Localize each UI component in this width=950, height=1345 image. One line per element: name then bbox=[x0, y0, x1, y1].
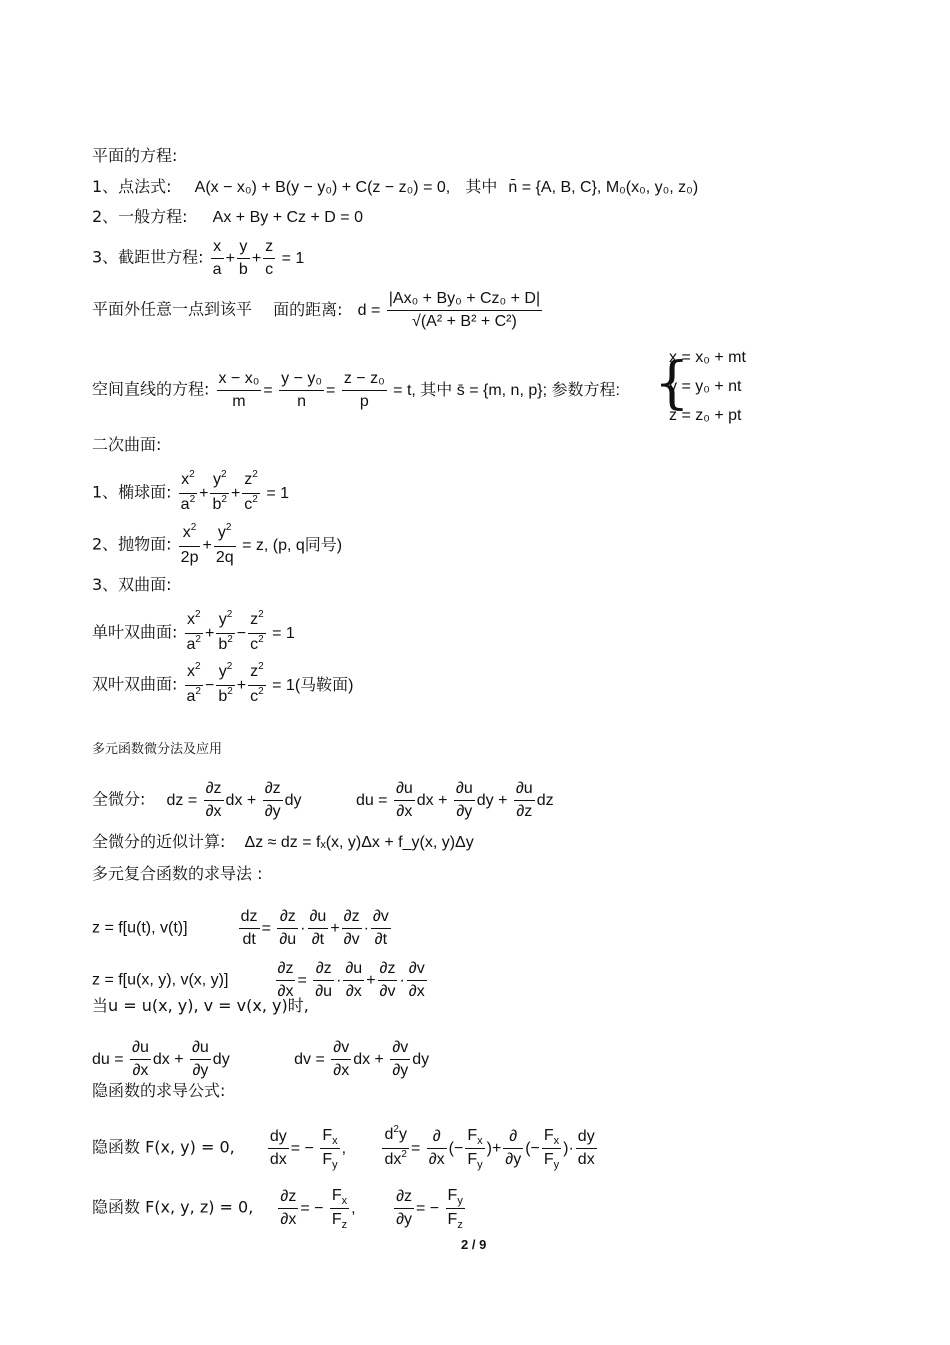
approx-formula: Δz ≈ dz = fₓ(x, y)Δx + f_y(x, y)Δy bbox=[244, 834, 474, 851]
du-dv-row bbox=[92, 1037, 429, 1082]
point-normal-row bbox=[92, 177, 698, 198]
total-differential-row bbox=[92, 778, 554, 823]
distance-row bbox=[92, 288, 544, 333]
distance-label-2: 面的距离: bbox=[273, 299, 343, 319]
two-sheet-equation: $\frac{x^2}{a^2}$ − $\frac{y^2}{b^2}$ + $\frac{z^2}{c^2}$ = 1(马鞍面) bbox=[186, 661, 354, 705]
multivariable-title: 多元函数微分法及应用 bbox=[92, 742, 223, 757]
two-sheet-label: 双叶双曲面: bbox=[92, 674, 178, 694]
point-normal-equation: A(x − x₀) + B(y − y₀) + C(z − z₀) = 0, bbox=[194, 179, 451, 196]
approx-label: 全微分的近似计算: bbox=[92, 832, 226, 851]
chain-rule-2-lhs: z = f[u(x, y), v(x, y)] bbox=[92, 971, 229, 989]
dz-formula: dz = $\frac{\partial z}{\partial x}$ dx + $\frac{\partial z}{\partial y}$ dy bbox=[166, 780, 306, 820]
param-x: x = x₀ + mt bbox=[669, 349, 746, 366]
param-z: z = z₀ + pt bbox=[669, 407, 742, 424]
ellipsoid-row bbox=[92, 469, 289, 518]
line-symmetric-equation: $\frac{\text{x − x₀}}{m}$ = $\frac{\text{y − y₀}}{n}$ = $\frac{\text{z − z₀}}{p}$ = t, 其中 s̄ = {m, n, p}; 参数方程: bbox=[218, 370, 620, 410]
implicit-2-second: $\frac{\partial z}{\partial y}$ = − $\frac{F_y}{F_z}$ bbox=[396, 1187, 463, 1231]
intercept-equation-row bbox=[92, 236, 304, 281]
chain-rule-2-formula: $\frac{\partial z}{\partial x}$ = $\frac{\partial z}{\partial u}$ · $\frac{\partial u}{\partial x}$ + $\frac{\partial z}{\partial v}$ · $\frac{\partial v}{\partial x}$ bbox=[277, 960, 425, 1000]
chain-rule-1-lhs: z = f[u(t), v(t)] bbox=[92, 919, 188, 937]
dv-total: dv = $\frac{\partial v}{\partial x}$ dx + $\frac{\partial v}{\partial y}$ dy bbox=[294, 1039, 430, 1079]
ellipsoid-equation: $\frac{x^2}{a^2}$ + $\frac{y^2}{b^2}$ + $\frac{z^2}{c^2}$ = 1 bbox=[180, 469, 289, 513]
implicit-2-first: $\frac{\partial z}{\partial x}$ = − $\frac{F_x}{F_z}$ , bbox=[280, 1187, 361, 1231]
normal-vector: n̄ = {A, B, C}, M₀(x₀, y₀, z₀) bbox=[508, 179, 699, 196]
paraboloid-label: 2、抛物面: bbox=[92, 534, 172, 554]
when-condition: 当u = u(x, y), v = v(x, y)时, bbox=[92, 996, 309, 1015]
intercept-equation: $\frac{x}{a}$ + $\frac{y}{b}$ + $\frac{z}{c}$ = 1 bbox=[212, 238, 305, 278]
chain-rule-1-formula: $\frac{dz}{dt}$ = $\frac{\partial z}{\partial u}$ · $\frac{\partial u}{\partial t}$ + $\frac{\partial z}{\partial v}$ · $\frac{\partial v}{\partial t}$ bbox=[240, 908, 389, 948]
line-equation-row bbox=[92, 368, 620, 413]
quadric-title: 二次曲面: bbox=[92, 435, 162, 454]
implicit-2-label: 隐函数 F(x, y, z) = 0, bbox=[92, 1197, 254, 1217]
chain-rule-1 bbox=[92, 906, 393, 951]
implicit-1-first: $\frac{dy}{dx}$ = − $\frac{F_x}{F_y}$ , bbox=[269, 1127, 351, 1171]
general-equation: Ax + By + Cz + D = 0 bbox=[212, 209, 363, 226]
implicit-title: 隐函数的求导公式: bbox=[92, 1081, 226, 1100]
one-sheet-row bbox=[92, 609, 295, 658]
param-y: y = y₀ + nt bbox=[669, 378, 742, 395]
param-brace: { bbox=[654, 351, 690, 416]
ellipsoid-label: 1、椭球面: bbox=[92, 482, 172, 502]
one-sheet-label: 单叶双曲面: bbox=[92, 622, 178, 642]
implicit-2-row bbox=[92, 1185, 467, 1232]
implicit-1-second: $\frac{d^2y}{dx^2}$ = ∂ ∂x (− $\frac{F_x}{F_y}$ )+ ∂ ∂y (− $\frac{F_x}{F_y}$ )· $\frac{dy}{dx}$ bbox=[384, 1124, 595, 1171]
general-equation-label: 2、一般方程: bbox=[92, 207, 188, 226]
two-sheet-row bbox=[92, 661, 354, 710]
point-normal-where: 其中 bbox=[465, 177, 498, 196]
general-equation-row bbox=[92, 207, 363, 228]
hyperboloid-label: 3、双曲面: bbox=[92, 575, 172, 594]
line-label: 空间直线的方程: bbox=[92, 379, 210, 399]
paraboloid-equation: $\frac{x^2}{2p}$ + $\frac{y^2}{2q}$ = z, (p, q同号) bbox=[180, 522, 343, 566]
implicit-1-row bbox=[92, 1124, 599, 1173]
plane-title: 平面的方程: bbox=[92, 146, 178, 165]
distance-formula: d = $\frac{\text{|Ax₀ + By₀ + Cz₀ + D|}}{\text{√(A² + B² + C²)}}$ bbox=[357, 290, 541, 330]
total-differential-label: 全微分: bbox=[92, 789, 146, 809]
point-normal-label: 1、点法式: bbox=[92, 177, 172, 196]
du-formula: du = $\frac{\partial u}{\partial x}$ dx + $\frac{\partial u}{\partial y}$ dy + $\frac{\partial u}{\partial z}$ dz bbox=[355, 780, 554, 820]
one-sheet-equation: $\frac{x^2}{a^2}$ + $\frac{y^2}{b^2}$ − $\frac{z^2}{c^2}$ = 1 bbox=[186, 609, 295, 653]
implicit-1-label: 隐函数 F(x, y) = 0, bbox=[92, 1137, 235, 1157]
du-total: du = $\frac{\partial u}{\partial x}$ dx + $\frac{\partial u}{\partial y}$ dy bbox=[92, 1039, 235, 1079]
chain-rule-title: 多元复合函数的求导法 : bbox=[92, 864, 263, 883]
paraboloid-row bbox=[92, 522, 342, 569]
approx-row bbox=[92, 832, 474, 853]
page-number: 2 / 9 bbox=[461, 1237, 487, 1252]
distance-label: 平面外任意一点到该平 bbox=[92, 299, 253, 319]
intercept-equation-label: 3、截距世方程: bbox=[92, 247, 204, 267]
